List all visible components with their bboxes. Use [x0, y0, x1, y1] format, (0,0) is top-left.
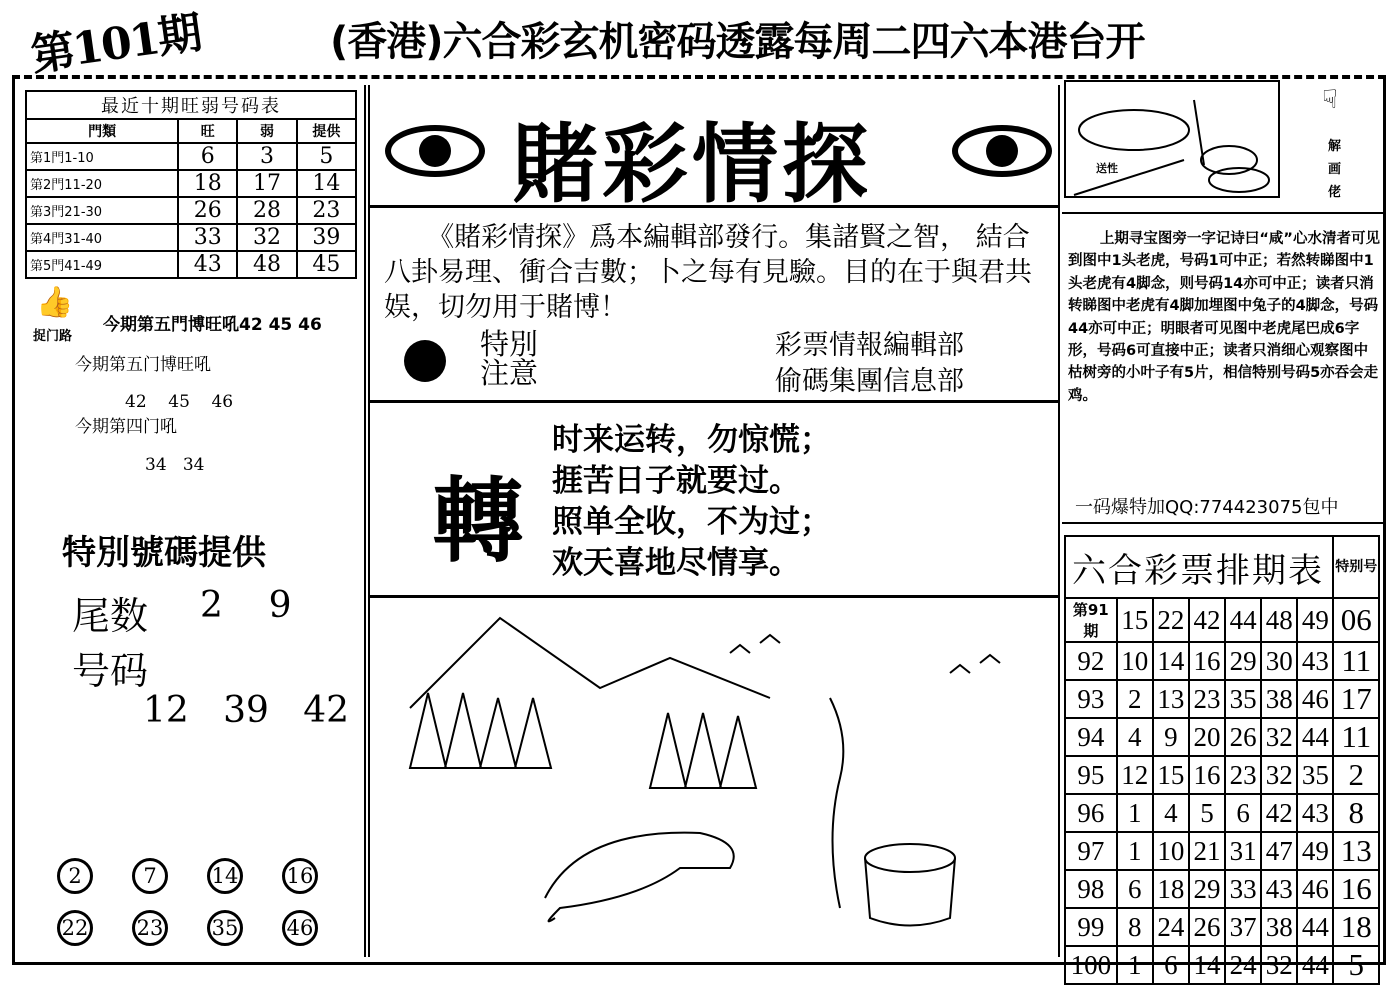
poem-line: 照单全收，不为过；	[552, 504, 831, 540]
special-cell: 11	[1333, 718, 1379, 756]
picture-text: 送性	[1096, 162, 1118, 175]
number-cell: 42	[1189, 598, 1225, 642]
schedule-title: 六合彩票排期表	[1065, 536, 1333, 598]
special-header: 特别号	[1333, 536, 1379, 598]
row-label: 第1門1-10	[26, 143, 178, 170]
department: 彩票情報編輯部	[775, 330, 964, 361]
issue-cell: 第91期	[1065, 598, 1117, 642]
cell: 28	[237, 197, 296, 224]
number-cell: 46	[1297, 680, 1333, 718]
well	[865, 844, 955, 872]
code-values: 12 39 42	[143, 690, 350, 731]
col-header: 提供	[297, 119, 356, 143]
col-header: 門類	[26, 119, 178, 143]
number-cell: 18	[1153, 870, 1189, 908]
special-cell: 16	[1333, 870, 1379, 908]
number-cell: 38	[1261, 908, 1297, 946]
plant	[830, 698, 843, 908]
number-cell: 6	[1225, 794, 1261, 832]
number-cell: 31	[1225, 832, 1261, 870]
number-cell: 44	[1225, 598, 1261, 642]
row-label: 第5門41-49	[26, 251, 178, 278]
trees	[410, 693, 756, 788]
table-row	[1065, 794, 1379, 832]
divider	[1062, 212, 1384, 214]
issue-cell: 97	[1065, 832, 1117, 870]
number-cell: 22	[1153, 598, 1189, 642]
number-cell: 49	[1297, 598, 1333, 642]
issue-cell: 94	[1065, 718, 1117, 756]
picture-caption	[1328, 135, 1344, 204]
issue-cell: 93	[1065, 680, 1117, 718]
thumbs-up-icon: 👍	[36, 285, 74, 320]
cell: 14	[297, 170, 356, 197]
number-cell: 6	[1153, 946, 1189, 984]
table-row	[1065, 598, 1379, 642]
row-label: 第3門21-30	[26, 197, 178, 224]
number-cell: 13	[1153, 680, 1189, 718]
number-cell: 16	[1189, 756, 1225, 794]
number-cell: 44	[1297, 718, 1333, 756]
cell: 33	[178, 224, 237, 251]
tail-values: 2 9	[200, 585, 292, 626]
special-cell: 8	[1333, 794, 1379, 832]
special-cell: 06	[1333, 598, 1379, 642]
table-caption: 最近十期旺弱号码表	[26, 91, 356, 119]
number-ball: 23	[132, 910, 168, 946]
number-cell: 2	[1117, 680, 1153, 718]
number-cell: 35	[1225, 680, 1261, 718]
tip-numbers: 34 34	[145, 455, 205, 475]
number-ball: 7	[132, 858, 168, 894]
caption-char: 解	[1328, 139, 1342, 154]
number-ball: 22	[57, 910, 93, 946]
row-label: 第4門31-40	[26, 224, 178, 251]
departments	[775, 328, 964, 400]
riddle-text: 上期寻宝图旁一字记诗曰“咸”心水清者可见到图中1头老虎，号码1可中正；若然转睇图中1头老虎有4脚念，则号码14亦可中正；读者只消转睇图中老虎有4脚加埋图中兔子的4脚念，号码44亦可中正；明眼者可见图中老虎尾巴成6字形，号码6可直接中正；读者只消细心观察图中枯树旁的小叶子有5片，相信特别号码5亦吞会走鸡。	[1068, 231, 1380, 404]
table-row	[1065, 756, 1379, 794]
table-row	[26, 251, 356, 278]
cell: 45	[297, 251, 356, 278]
table-row	[1065, 718, 1379, 756]
number-cell: 29	[1225, 642, 1261, 680]
row-label: 第2門11-20	[26, 170, 178, 197]
schedule-table	[1064, 535, 1380, 985]
intro-text: 《賭彩情探》爲本編輯部發行。集諸賢之智， 結合八卦易理、衝合吉數；卜之每有見驗。目的在于與君共娱，切勿用于賭博！	[384, 222, 1032, 323]
number-cell: 10	[1153, 832, 1189, 870]
special-cell: 18	[1333, 908, 1379, 946]
poem-line: 时来运转，勿惊慌；	[552, 422, 831, 458]
caption-char: 佬	[1328, 185, 1342, 200]
number-cell: 30	[1261, 642, 1297, 680]
department: 偷碼集團信息部	[775, 366, 964, 397]
table-row	[1065, 642, 1379, 680]
pointing-hand-icon: ☟	[1322, 85, 1338, 115]
number-cell: 29	[1189, 870, 1225, 908]
number-cell: 10	[1117, 642, 1153, 680]
issue-cell: 99	[1065, 908, 1117, 946]
number-cell: 4	[1117, 718, 1153, 756]
special-title: 特別號碼提供	[62, 533, 266, 573]
number-cell: 32	[1261, 718, 1297, 756]
number-cell: 4	[1153, 794, 1189, 832]
issue-number: 第101期	[27, 7, 204, 82]
number-cell: 33	[1225, 870, 1261, 908]
cell: 43	[178, 251, 237, 278]
cell: 3	[237, 143, 296, 170]
number-cell: 1	[1117, 832, 1153, 870]
cell: 48	[237, 251, 296, 278]
birds	[730, 635, 1000, 673]
eye-icon	[385, 125, 485, 177]
puzzle-illustration	[1064, 80, 1280, 198]
number-cell: 21	[1189, 832, 1225, 870]
number-cell: 32	[1261, 946, 1297, 984]
table-row	[1065, 870, 1379, 908]
table-row	[1065, 832, 1379, 870]
code-label: 号码	[72, 649, 149, 693]
cell: 6	[178, 143, 237, 170]
center-title: 賭彩情探	[512, 115, 872, 215]
number-cell: 20	[1189, 718, 1225, 756]
tip-numbers: 42 45 46	[125, 392, 234, 412]
number-cell: 15	[1117, 598, 1153, 642]
number-ball: 14	[207, 858, 243, 894]
special-cell: 2	[1333, 756, 1379, 794]
number-cell: 44	[1297, 908, 1333, 946]
number-cell: 15	[1153, 756, 1189, 794]
table-row	[1065, 908, 1379, 946]
number-cell: 32	[1261, 756, 1297, 794]
table-row	[26, 197, 356, 224]
number-cell: 43	[1297, 794, 1333, 832]
number-cell: 6	[1117, 870, 1153, 908]
special-cell: 5	[1333, 946, 1379, 984]
tip-bold: 今期第五門博旺吼42 45 46	[103, 315, 322, 335]
table-row	[1065, 680, 1379, 718]
strength-table	[25, 90, 357, 279]
special-cell: 17	[1333, 680, 1379, 718]
poem-line: 欢天喜地尽情享。	[552, 545, 800, 581]
number-cell: 24	[1153, 908, 1189, 946]
cell: 5	[297, 143, 356, 170]
table-row	[26, 170, 356, 197]
landscape-illustration	[370, 598, 1058, 958]
number-cell: 26	[1225, 718, 1261, 756]
number-cell: 44	[1297, 946, 1333, 984]
number-cell: 47	[1261, 832, 1297, 870]
number-cell: 14	[1189, 946, 1225, 984]
qq-line: 一码爆特加QQ:774423075包中	[1075, 497, 1339, 518]
number-ball: 46	[282, 910, 318, 946]
issue-cell: 100	[1065, 946, 1117, 984]
number-cell: 8	[1117, 908, 1153, 946]
cell: 39	[297, 224, 356, 251]
big-character: 轉	[432, 468, 525, 575]
special-cell: 13	[1333, 832, 1379, 870]
number-cell: 26	[1189, 908, 1225, 946]
number-cell: 23	[1189, 680, 1225, 718]
number-ball: 35	[207, 910, 243, 946]
tip-line: 今期第四门吼	[75, 417, 177, 437]
number-cell: 43	[1297, 642, 1333, 680]
animal	[545, 833, 734, 922]
eye-icon	[952, 125, 1052, 177]
number-ball: 16	[282, 858, 318, 894]
issue-cell: 96	[1065, 794, 1117, 832]
notice-line: 特別	[480, 327, 539, 361]
tail-label: 尾数	[72, 594, 149, 638]
table-row	[26, 224, 356, 251]
divider	[1062, 522, 1384, 524]
headline: (香港)六合彩玄机密码透露每周二四六本港台开	[330, 19, 1145, 65]
number-cell: 49	[1297, 832, 1333, 870]
table-row	[26, 143, 356, 170]
divider	[370, 400, 1058, 403]
poem	[552, 420, 831, 584]
number-ball: 2	[57, 858, 93, 894]
special-cell: 11	[1333, 642, 1379, 680]
number-cell: 48	[1261, 598, 1297, 642]
number-cell: 14	[1153, 642, 1189, 680]
number-cell: 43	[1261, 870, 1297, 908]
number-cell: 1	[1117, 794, 1153, 832]
notice-line: 注意	[480, 356, 539, 390]
number-cell: 37	[1225, 908, 1261, 946]
divider	[370, 205, 1058, 208]
col-header: 弱	[237, 119, 296, 143]
col-header: 旺	[178, 119, 237, 143]
number-cell: 9	[1153, 718, 1189, 756]
number-cell: 46	[1297, 870, 1333, 908]
number-cell: 42	[1261, 794, 1297, 832]
cell: 23	[297, 197, 356, 224]
cell: 32	[237, 224, 296, 251]
issue-cell: 98	[1065, 870, 1117, 908]
tip-line: 今期第五门博旺吼	[75, 355, 211, 375]
bomb-icon	[404, 340, 446, 382]
number-cell: 38	[1261, 680, 1297, 718]
cell: 26	[178, 197, 237, 224]
number-cell: 16	[1189, 642, 1225, 680]
number-cell: 23	[1225, 756, 1261, 794]
number-cell: 35	[1297, 756, 1333, 794]
notice-text	[480, 327, 539, 390]
number-cell: 24	[1225, 946, 1261, 984]
table-row	[1065, 946, 1379, 984]
poem-line: 捱苦日子就要过。	[552, 463, 800, 499]
issue-cell: 92	[1065, 642, 1117, 680]
number-cell: 5	[1189, 794, 1225, 832]
cell: 17	[237, 170, 296, 197]
cell: 18	[178, 170, 237, 197]
number-cell: 1	[1117, 946, 1153, 984]
number-cell: 12	[1117, 756, 1153, 794]
caption-char: 画	[1328, 162, 1342, 177]
tip-label: 捉门路	[33, 329, 73, 344]
issue-cell: 95	[1065, 756, 1117, 794]
